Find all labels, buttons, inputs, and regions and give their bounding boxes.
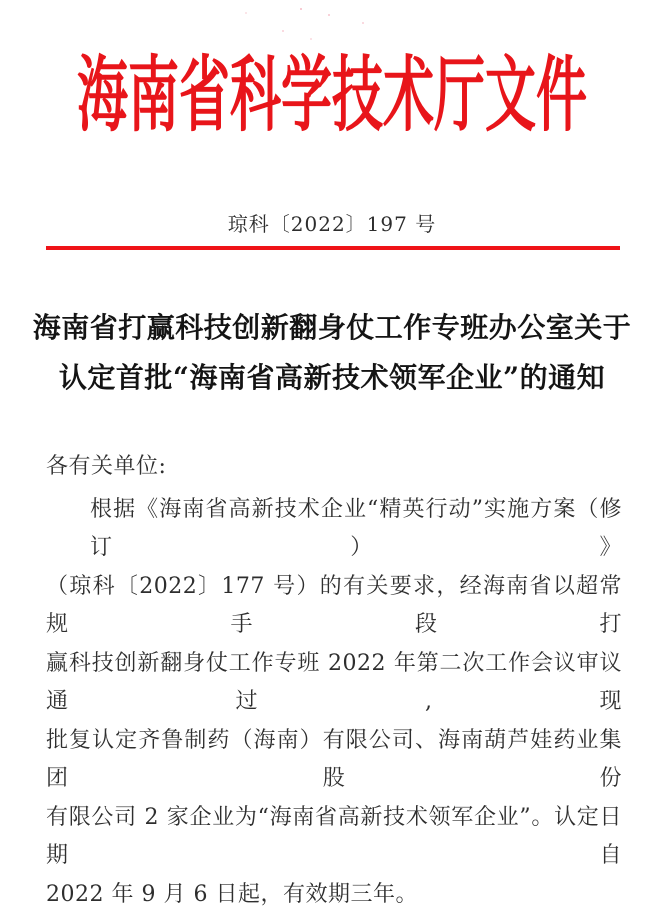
body-line: 批复认定齐鲁制药（海南）有限公司、海南葫芦娃药业集团股份 <box>46 722 622 799</box>
body-line: 根据《海南省高新技术企业“精英行动”实施方案（修订）》 <box>46 491 622 568</box>
doc-title-line-2: 认定首批“海南省高新技术领军企业”的通知 <box>0 353 664 403</box>
red-header <box>0 54 664 139</box>
body-line: 赢科技创新翻身仗工作专班 2022 年第二次工作会议审议通过,现 <box>46 645 622 722</box>
salutation: 各有关单位: <box>46 448 622 487</box>
doc-title-line-1: 海南省打赢科技创新翻身仗工作专班办公室关于 <box>0 303 664 353</box>
body-line: 有限公司 2 家企业为“海南省高新技术领军企业”。认定日期自 <box>46 799 622 876</box>
doc-number: 琼科〔2022〕197 号 <box>0 208 664 237</box>
scan-artifacts <box>300 8 302 10</box>
body-line: （琼科〔2022〕177 号）的有关要求，经海南省以超常规手段打 <box>46 568 622 645</box>
red-divider-line <box>46 246 620 250</box>
agency-title: 海南省科学技术厅文件 <box>77 56 587 138</box>
doc-title <box>0 303 664 403</box>
doc-body <box>46 448 622 914</box>
body-line: 2022 年 9 月 6 日起，有效期三年。 <box>46 876 622 914</box>
